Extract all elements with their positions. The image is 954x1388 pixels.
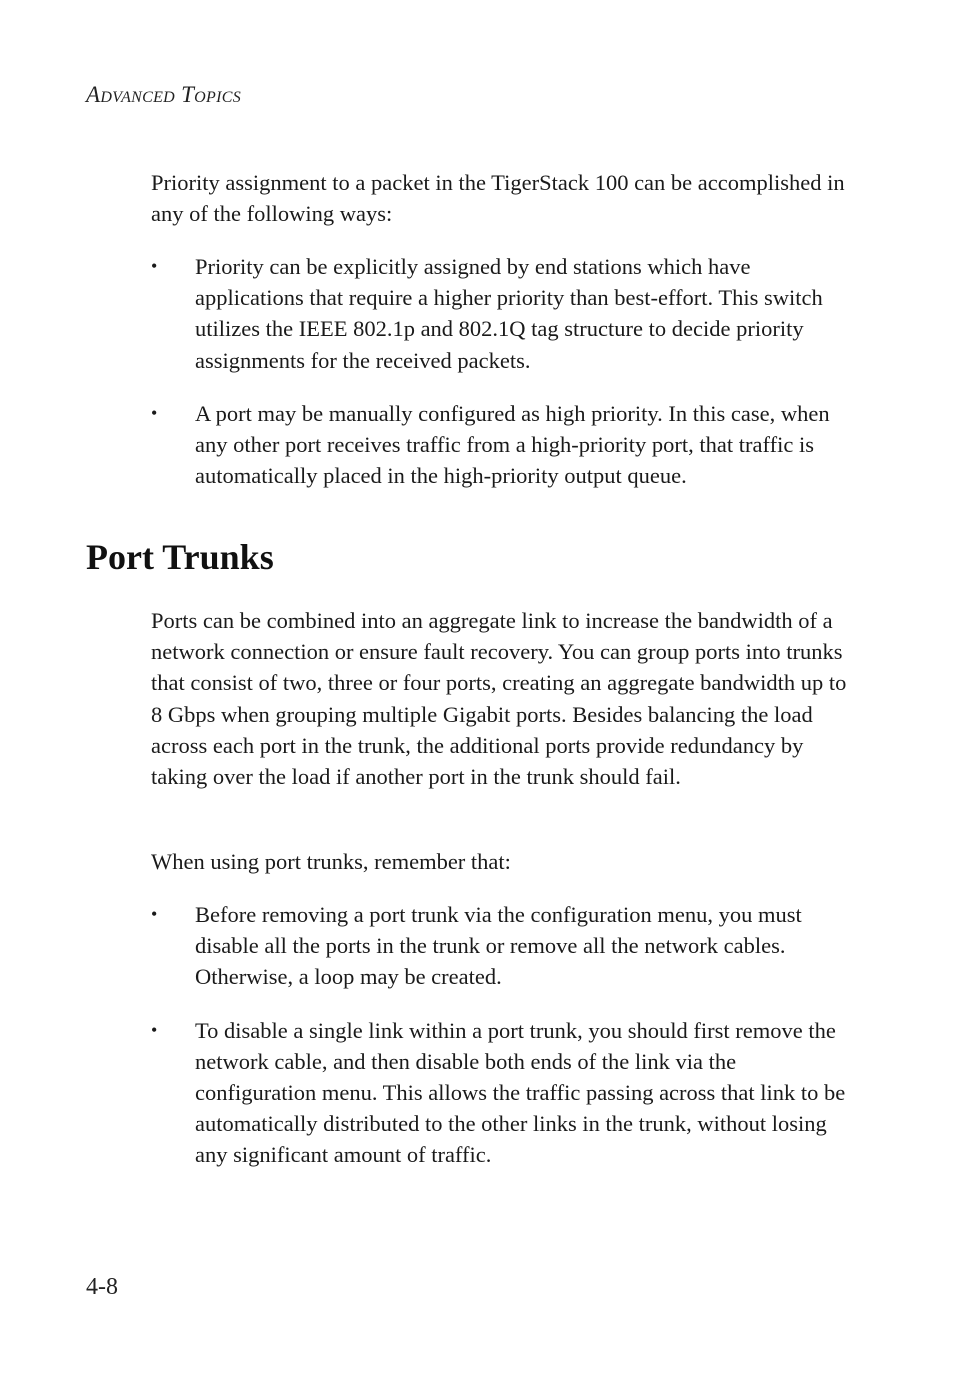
list-item — [151, 251, 851, 376]
list-item — [151, 398, 851, 492]
section-heading: Port Trunks — [86, 537, 274, 577]
list-item-text: To disable a single link within a port trunk, you should first remove the network cable, and then disable both ends of the link via the configuration menu. This allows the traffic passing across that link to be automatically distributed to the other links in the trunk, without losing any significant amount of traffic. — [195, 1017, 846, 1168]
page-number: 4-8 — [86, 1274, 118, 1300]
list-item — [151, 1015, 851, 1171]
bullet-icon: • — [151, 402, 158, 423]
section-paragraph: Ports can be combined into an aggregate link to increase the bandwidth of a network connection or ensure fault recovery. You can group ports into trunks that consist of two, three or four ports, creating an aggregate bandwidth up to 8 Gbps when grouping multiple Gigabit ports. Besides balancing the load across each port in the trunk, the additional ports provide redundancy by taking over the load if another port in the trunk should fail. — [151, 608, 847, 790]
section-lead-in: When using port trunks, remember that: — [151, 849, 511, 874]
running-header: Advanced Topics — [86, 82, 242, 107]
intro-bullet-list — [151, 251, 851, 491]
bullet-icon: • — [151, 1019, 158, 1040]
list-item-text: Before removing a port trunk via the configuration menu, you must disable all the ports in the trunk or remove all the network cables. Otherwise, a loop may be created. — [195, 902, 802, 990]
intro-paragraph: Priority assignment to a packet in the TigerStack 100 can be accomplished in any of the following ways: — [151, 170, 845, 227]
bullet-icon: • — [151, 256, 158, 276]
section-bullet-list — [151, 899, 851, 1171]
bullet-icon: • — [151, 904, 158, 924]
list-item-text: A port may be manually configured as high priority. In this case, when any other port receives traffic from a high-priority port, that traffic is automatically placed in the high-priority output queue. — [195, 400, 830, 489]
list-item-text: Priority can be explicitly assigned by end stations which have applications that require a higher priority than best-effort. This switch utilizes the IEEE 802.1p and 802.1Q tag structure to decide priority assignments for the received packets. — [195, 254, 823, 373]
list-item — [151, 899, 851, 993]
